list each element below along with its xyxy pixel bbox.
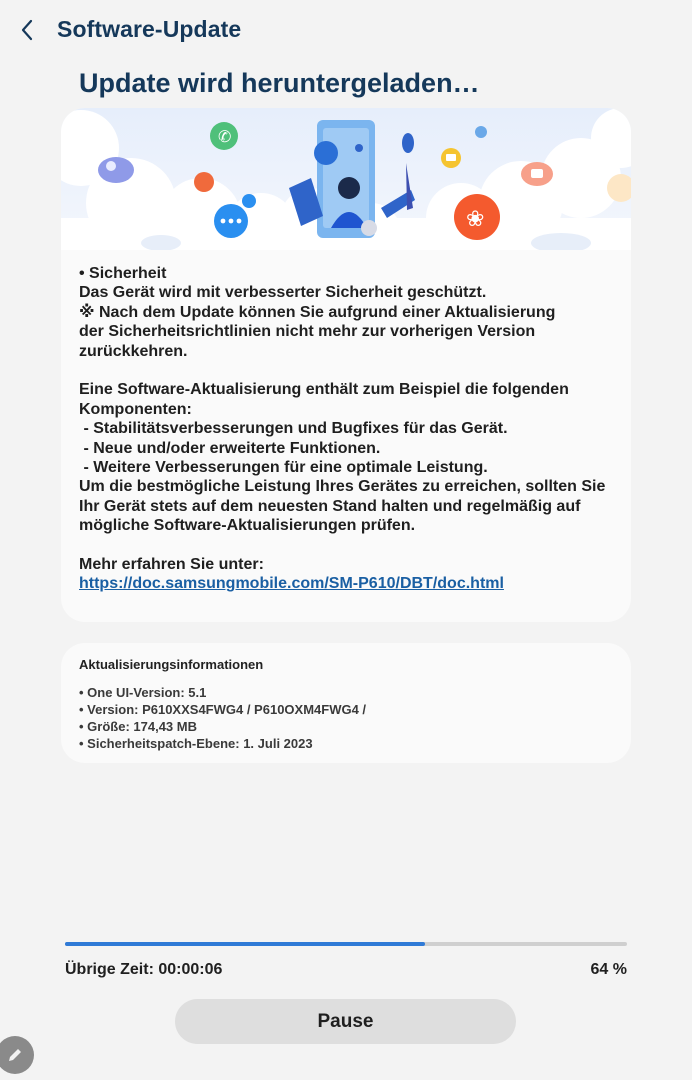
pause-button[interactable]: Pause bbox=[175, 999, 516, 1044]
info-list bbox=[79, 684, 366, 752]
download-progress-bar bbox=[65, 942, 627, 946]
update-info-card bbox=[61, 643, 631, 763]
chevron-left-icon bbox=[20, 19, 36, 41]
security-heading: • Sicherheit bbox=[79, 265, 167, 282]
notes-list-item: - Stabilitätsverbesserungen und Bugfixes für das Gerät. bbox=[79, 420, 508, 438]
pencil-icon bbox=[5, 1045, 25, 1065]
gear-icon bbox=[475, 126, 487, 138]
svg-text:❀: ❀ bbox=[466, 207, 485, 232]
remaining-time: Übrige Zeit: 00:00:06 bbox=[65, 961, 223, 978]
info-item-version: • Version: P610XXS4FWG4 / P610OXM4FWG4 / bbox=[79, 702, 367, 717]
notes-line: Komponenten: bbox=[79, 400, 192, 418]
svg-text:✆: ✆ bbox=[218, 127, 232, 146]
header-title: Software-Update bbox=[57, 16, 242, 42]
notes-line: der Sicherheitsrichtlinien nicht mehr zur vorherigen Version bbox=[79, 323, 536, 341]
notes-line: Um die bestmögliche Leistung Ihres Gerätes zu erreichen, sollten Sie bbox=[79, 478, 606, 496]
more-info-link[interactable]: https://doc.samsungmobile.com/SM-P610/DBT/doc.html bbox=[79, 575, 504, 593]
bubble-icon bbox=[98, 157, 134, 183]
notes-list-item: - Neue und/oder erweiterte Funktionen. bbox=[79, 439, 381, 457]
info-item-ui-version: • One UI-Version: 5.1 bbox=[79, 685, 207, 700]
back-button[interactable] bbox=[14, 16, 42, 44]
notes-line: zurückkehren. bbox=[79, 342, 188, 360]
info-item-security-patch: • Sicherheitspatch-Ebene: 1. Juli 2023 bbox=[79, 736, 313, 751]
profile-icon bbox=[194, 172, 214, 192]
info-title: Aktualisierungsinformationen bbox=[79, 657, 264, 672]
page-title: Update wird heruntergeladen… bbox=[79, 68, 480, 98]
app-header bbox=[0, 0, 692, 60]
update-illustration bbox=[61, 108, 631, 250]
notes-line: Eine Software-Aktualisierung enthält zum Beispiel die folgenden bbox=[79, 381, 569, 399]
info-item-size: • Größe: 174,43 MB bbox=[79, 719, 197, 734]
notes-line: Ihr Gerät stets auf dem neuesten Stand halten und regelmäßig auf bbox=[79, 497, 581, 515]
more-info-label: Mehr erfahren Sie unter: bbox=[79, 556, 264, 574]
edit-button[interactable] bbox=[0, 1036, 34, 1074]
progress-percent: 64 % bbox=[590, 961, 627, 978]
notes-list-item: - Weitere Verbesserungen für eine optimale Leistung. bbox=[79, 459, 488, 477]
release-notes-card bbox=[61, 108, 631, 622]
release-notes-text bbox=[79, 264, 619, 594]
download-progress-fill bbox=[65, 942, 425, 946]
notes-line: mögliche Software-Aktualisierungen prüfen. bbox=[79, 517, 416, 535]
notes-line: Das Gerät wird mit verbesserter Sicherheit geschützt. bbox=[79, 284, 487, 302]
notes-line: ※ Nach dem Update können Sie aufgrund einer Aktualisierung bbox=[79, 303, 556, 321]
